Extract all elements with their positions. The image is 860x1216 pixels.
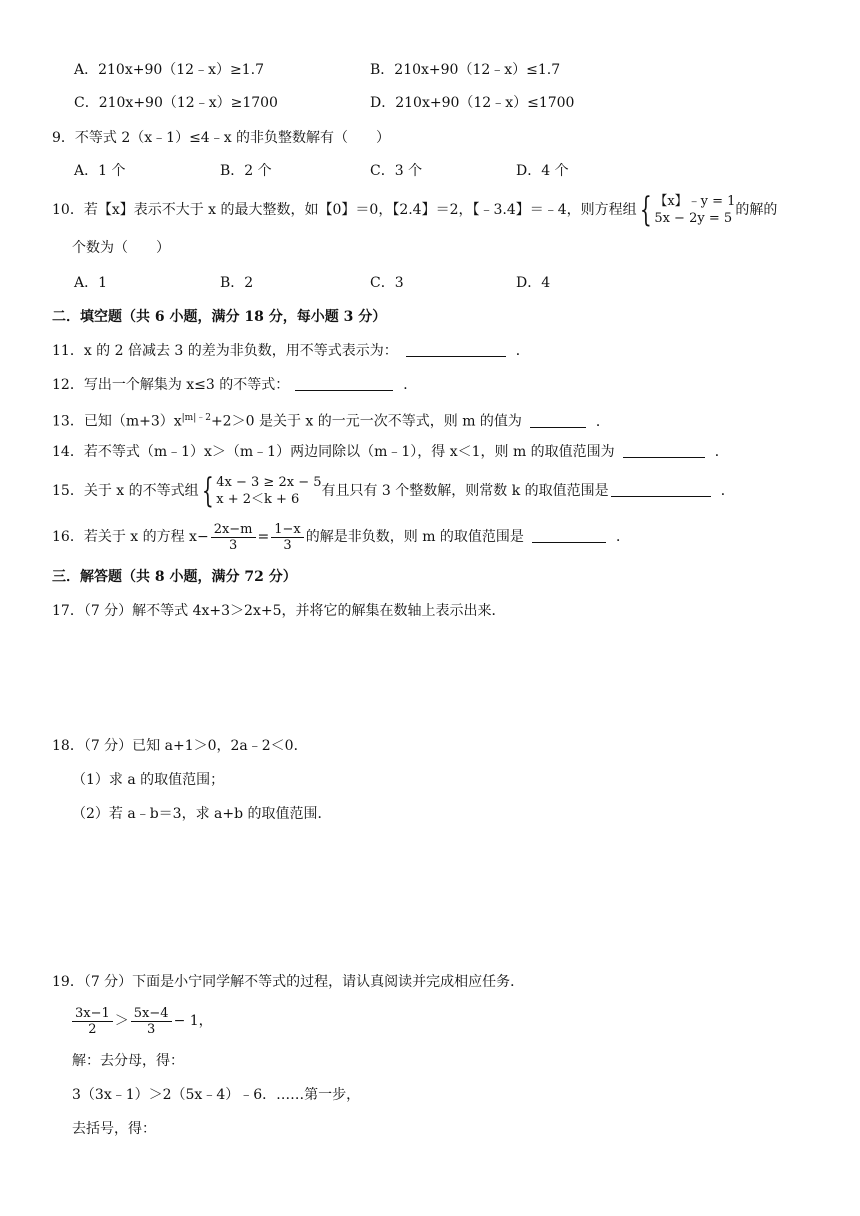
q19-tail: − 1， bbox=[173, 1013, 213, 1029]
q9-option-d: D．4 个 bbox=[516, 163, 569, 179]
q10-stem-line2: 个数为（ ） bbox=[72, 240, 170, 256]
q10-stem-text: 10．若【x】表示不大于 x 的最大整数，如【0】＝0，【2.4】＝2，【﹣3.4】＝﹣4，则方程组 bbox=[52, 202, 637, 218]
q10-eq2: 5x − 2y = 5 bbox=[654, 211, 733, 226]
q16-f2-numerator: 1−x bbox=[271, 522, 304, 538]
q8-option-b: B．210x+90（12﹣x）≤1.7 bbox=[370, 62, 561, 78]
q19-fraction-right bbox=[131, 1006, 172, 1037]
q17: 17．（7 分）解不等式 4x+3＞2x+5，并将它的解集在数轴上表示出来． bbox=[52, 603, 506, 619]
q16-f2-denominator: 3 bbox=[283, 537, 292, 553]
q14-period: ． bbox=[714, 444, 729, 460]
q15-period: ． bbox=[720, 483, 735, 499]
q18-part2: （2）若 a﹣b＝3，求 a+b 的取值范围． bbox=[72, 806, 332, 822]
q16-f1-denominator: 3 bbox=[228, 537, 238, 553]
q16-fraction-right bbox=[271, 522, 304, 553]
q11-answer-blank[interactable] bbox=[406, 342, 506, 357]
section3-title: 三．解答题（共 8 小题，满分 72 分） bbox=[52, 569, 297, 585]
q8-option-c: C．210x+90（12﹣x）≥1700 bbox=[74, 95, 278, 111]
q10-option-d: D．4 bbox=[516, 275, 551, 291]
q10-option-b: B．2 bbox=[220, 275, 254, 291]
q12-text: 12．写出一个解集为 x≤3 的不等式： bbox=[52, 377, 290, 393]
q15-inequality-system bbox=[216, 474, 321, 508]
q18-stem: 18．（7 分）已知 a+1＞0，2a﹣2＜0． bbox=[52, 738, 308, 754]
q16-f1-numerator: 2x−m bbox=[211, 522, 256, 538]
q10-stem-tail: 的解的 bbox=[735, 202, 778, 218]
q10-option-a: A．1 bbox=[74, 275, 108, 291]
q15-ineq1: 4x − 3 ≥ 2x − 5 bbox=[216, 475, 322, 490]
q12-period: ． bbox=[403, 377, 418, 393]
q10-equation-system bbox=[654, 193, 735, 227]
q11-text: 11．x 的 2 倍减去 3 的差为非负数，用不等式表示为： bbox=[52, 343, 398, 359]
q13-answer-blank[interactable] bbox=[530, 413, 586, 428]
q9-option-a: A．1 个 bbox=[74, 163, 126, 179]
q15-text-before: 15．关于 x 的不等式组 bbox=[52, 483, 199, 499]
q19-greater-than: ＞ bbox=[114, 1013, 129, 1029]
q14 bbox=[52, 442, 729, 462]
q13 bbox=[52, 408, 610, 432]
q11-period: ． bbox=[515, 343, 530, 359]
q9-option-c: C．3 个 bbox=[370, 163, 423, 179]
q19-inequality bbox=[70, 1004, 213, 1038]
q16-equals: = bbox=[257, 529, 270, 545]
q14-text: 14．若不等式（m﹣1）x＞（m﹣1）两边同除以（m﹣1），得 x＜1，则 m 的取值范围为 bbox=[52, 444, 615, 460]
q19-step2: 去括号，得： bbox=[72, 1121, 156, 1137]
q16-answer-blank[interactable] bbox=[532, 528, 606, 543]
q16-text-before: 16．若关于 x 的方程 x− bbox=[52, 529, 209, 545]
q15-ineq2: x + 2＜k + 6 bbox=[216, 492, 300, 507]
q10-stem bbox=[52, 190, 778, 230]
q10-option-c: C．3 bbox=[370, 275, 404, 291]
q19-f2-numerator: 5x−4 bbox=[131, 1006, 172, 1022]
q11 bbox=[52, 341, 530, 361]
q8-option-a: A．210x+90（12﹣x）≥1.7 bbox=[74, 62, 264, 78]
q16-text-after: 的解是非负数，则 m 的取值范围是 bbox=[305, 529, 524, 545]
q12-answer-blank[interactable] bbox=[295, 376, 393, 391]
q19-fraction-left bbox=[72, 1006, 113, 1037]
q10-eq1: 【x】﹣y = 1 bbox=[654, 194, 736, 209]
q13-exponent: |m|﹣2 bbox=[181, 413, 211, 423]
section2-title: 二．填空题（共 6 小题，满分 18 分，每小题 3 分） bbox=[52, 309, 387, 325]
q15-brace: { bbox=[201, 471, 214, 511]
q19-step1: 3（3x﹣1）＞2（5x﹣4）﹣6．……第一步， bbox=[72, 1087, 361, 1103]
q15-text-after: 有且只有 3 个整数解，则常数 k 的取值范围是 bbox=[321, 483, 609, 499]
q15-answer-blank[interactable] bbox=[611, 482, 711, 497]
q13-text-b: +2＞0 是关于 x 的一元一次不等式，则 m 的值为 bbox=[210, 413, 522, 430]
q8-option-d: D．210x+90（12﹣x）≤1700 bbox=[370, 95, 575, 111]
q12 bbox=[52, 375, 417, 395]
q18-part1: （1）求 a 的取值范围； bbox=[72, 772, 225, 788]
q19-stem: 19．（7 分）下面是小宁同学解不等式的过程，请认真阅读并完成相应任务． bbox=[52, 974, 525, 990]
q16 bbox=[52, 520, 630, 554]
q19-f2-denominator: 3 bbox=[147, 1021, 156, 1037]
q19-f1-denominator: 2 bbox=[88, 1021, 97, 1037]
q13-text-a: 13．已知（m+3）x bbox=[52, 413, 182, 430]
q19-solution-intro: 解：去分母，得： bbox=[72, 1053, 184, 1069]
q14-answer-blank[interactable] bbox=[623, 443, 705, 458]
q16-period: ． bbox=[615, 529, 630, 545]
q19-f1-numerator: 3x−1 bbox=[72, 1006, 113, 1022]
q10-brace: { bbox=[639, 190, 652, 230]
q9-option-b: B．2 个 bbox=[220, 163, 272, 179]
q16-fraction-left bbox=[211, 522, 256, 553]
q13-period: ． bbox=[595, 413, 610, 430]
q9-stem: 9．不等式 2（x﹣1）≤4﹣x 的非负整数解有（ ） bbox=[52, 130, 391, 146]
q15 bbox=[52, 471, 735, 511]
